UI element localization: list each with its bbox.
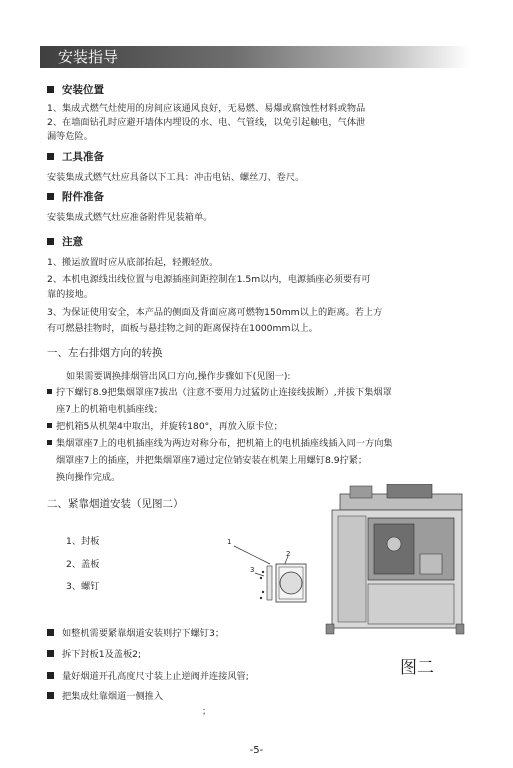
- seal-plate-shape: [267, 566, 272, 600]
- lower-cabinet: [368, 584, 454, 624]
- callout-line: [255, 573, 264, 576]
- notes-line: 3、为保证使用安全，本产品的侧面及背面应离可燃物150mm以上的距离。若上方: [47, 307, 383, 318]
- section-two-step: 拆下封板1及盖板2;: [47, 648, 141, 662]
- side-panel: [338, 516, 366, 622]
- section-one-step-cont: 换向操作完成。: [56, 472, 121, 483]
- notes-heading: 注意: [47, 235, 83, 249]
- control-knob-block: [350, 486, 372, 498]
- section-one-step: 集烟罩座7上的电机插座线为两边对称分布，把机箱上的电机插座线插入同一方向集: [47, 437, 393, 451]
- screw-icon: [260, 597, 262, 599]
- square-bullet-icon: [47, 86, 54, 93]
- panel-detail-diagram: [222, 540, 312, 610]
- callout-line: [234, 546, 270, 564]
- screw-icon: [260, 577, 262, 579]
- part-label: 2、盖板: [66, 559, 100, 570]
- appliance-illustration: [322, 484, 472, 644]
- accessories-heading: 附件准备: [47, 190, 104, 204]
- notes-line: 2、本机电源线出线位置与电源插座间距控制在1.5m以内，电源插座必须要有可: [47, 274, 371, 285]
- notes-line: 靠的接地。: [47, 289, 93, 300]
- foot-icon: [326, 624, 334, 634]
- part-label: 3、螺钉: [66, 581, 100, 592]
- trailing-punctuation: ；: [202, 707, 212, 717]
- section-two-step: 如整机需要紧靠烟道安装则拧下螺钉3；: [47, 627, 224, 641]
- callout-number: 2: [286, 550, 291, 558]
- page-title: 安装指导: [58, 48, 119, 66]
- screw-icon: [262, 591, 264, 593]
- hood-base: [387, 484, 432, 498]
- square-bullet-icon: [47, 238, 54, 245]
- callout-number: 1: [227, 538, 232, 546]
- fan-motor-icon: [387, 537, 401, 551]
- foot-icon: [456, 624, 464, 634]
- page-number: -5-: [249, 745, 264, 756]
- section-one-step: 拧下螺钉8.9把集烟罩座7拔出（注意不要用力过猛防止连接线拔断）,并拔下集烟罩: [47, 386, 392, 400]
- section-one-step: 把机箱5从机架4中取出，并旋转180°，再放入原卡位；: [47, 420, 283, 434]
- figure-label: 图二: [400, 658, 434, 678]
- bullet-icon: [47, 423, 52, 428]
- square-bullet-icon: [47, 650, 54, 657]
- bullet-icon: [47, 389, 52, 394]
- section-one-heading: 一、左右排烟方向的转换: [47, 347, 163, 359]
- section-one-step-cont: 座7上的机箱电机插座线；: [56, 404, 163, 415]
- square-bullet-icon: [47, 692, 54, 699]
- screw-icon: [262, 571, 264, 573]
- square-bullet-icon: [47, 672, 54, 679]
- install-position-line: 1、集成式燃气灶使用的房间应该通风良好，无易燃、易爆或腐蚀性材料或物品: [47, 103, 366, 114]
- callout-number: 3: [250, 566, 255, 574]
- connection-box: [420, 554, 442, 574]
- square-bullet-icon: [47, 629, 54, 636]
- tools-line: 安装集成式燃气灶应具备以下工具：冲击电钻、螺丝刀、卷尺。: [47, 172, 305, 183]
- section-one-intro: 如果需要调换排烟管出风口方向,操作步骤如下(见图一):: [66, 371, 291, 382]
- section-two-step: 把集成灶靠烟道一侧推入: [47, 690, 163, 704]
- accessories-line: 安装集成式燃气灶应准备附件见装箱单。: [47, 212, 213, 223]
- bullet-icon: [47, 440, 52, 445]
- part-label: 1、封板: [66, 536, 100, 547]
- install-position-heading: 安装位置: [47, 83, 104, 97]
- tools-heading: 工具准备: [47, 150, 104, 164]
- duct-opening-shape: [280, 572, 302, 594]
- notes-line: 有可燃悬挂物时，面板与悬挂物之间的距离保持在1000mm以上。: [47, 323, 318, 334]
- install-position-line: 漏等危险。: [47, 131, 93, 142]
- square-bullet-icon: [47, 153, 54, 160]
- section-two-step: 量好烟道开孔高度尺寸装上止逆阀并连接风管;: [47, 670, 249, 684]
- notes-line: 1、搬运放置时应从底部抬起，轻搬轻放。: [47, 257, 219, 268]
- section-two-heading: 二、紧靠烟道安装（见图二）: [47, 498, 184, 510]
- square-bullet-icon: [47, 193, 54, 200]
- install-position-line: 2、在墙面钻孔时应避开墙体内埋设的水、电、气管线，以免引起触电，气体泄: [47, 117, 366, 128]
- section-one-step-cont: 烟罩座7上的插座，并把集烟罩座7通过定位销安装在机架上用螺钉8.9拧紧；: [56, 455, 368, 466]
